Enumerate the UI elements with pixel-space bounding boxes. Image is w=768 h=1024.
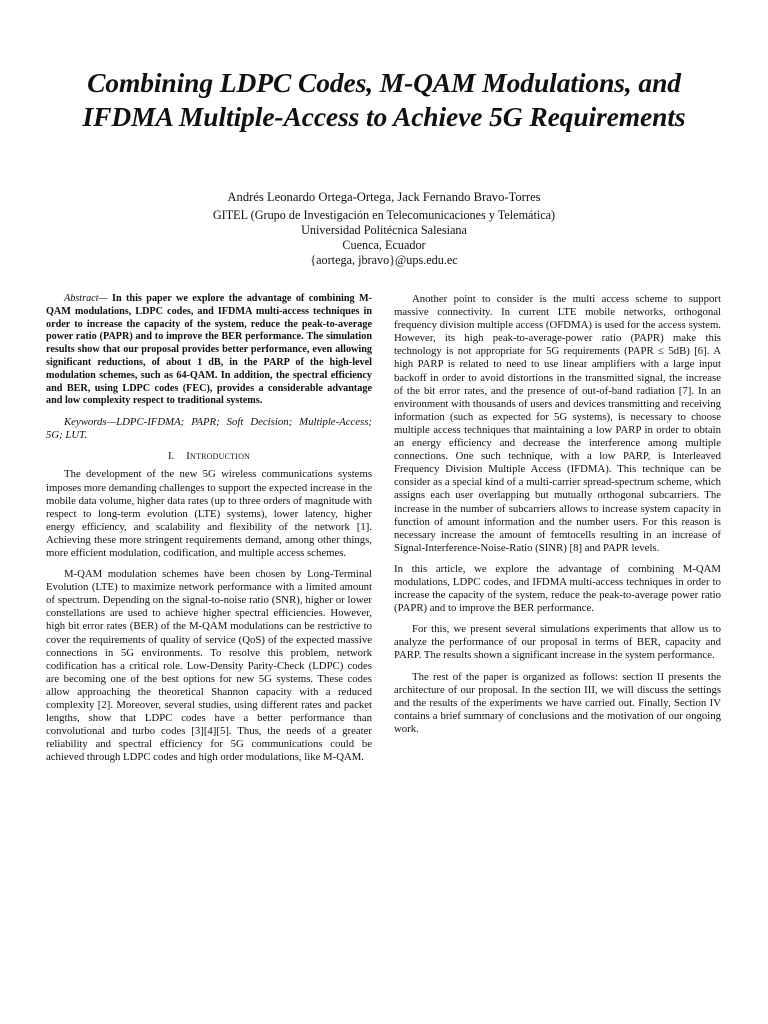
- section-title: Introduction: [186, 450, 251, 463]
- intro-paragraph-3: Another point to consider is the multi access scheme to support massive connectivity. In current LTE mobile networks, orthogonal frequency division multiple access (OFDMA) is used for the access system. However, its high peak-to-average-power ratio (PAPR) make this technology is not appropriate for 5G requirements (PAPR ≤ 5dB) [6]. A high PARP is related to need to use linear amplifiers with a large input backoff in order to avoid distortions in the transmitted signal, the increase of the bit error rates, and the presence of out-of-band radiation [7]. In an environment with thousands of users and devices transmitting and receiving information (such as expected for 5G systems), is necessary to choose multiple access techniques that maintaining a low PARP in order to obtain an energy efficiency and decrease the interference among multiple connections. One such technique, with a low PARP, is Interleaved Frequency Division Multiple Access (IFDMA). This technique can be consider as a special kind of a multi-carrier spread-spectrum scheme, which assigns each user overlapping but mutually orthogonal subcarriers. The increase in the number of subcarriers allows to increase system capacity in function of amount information and the number users. For this reason is necessary increase the amount of femtocells resulting in an increase of Signal-Interference-Noise-Ratio (SINR) [8] and PAPR levels.: [394, 293, 721, 554]
- abstract: [46, 293, 372, 408]
- paper-title: Combining LDPC Codes, M-QAM Modulations, and IFDMA Multiple-Access to Achieve 5G Requirements: [82, 67, 686, 132]
- left-column: [46, 293, 372, 765]
- intro-paragraph-6: The rest of the paper is organized as follows: section II presents the architecture of our proposal. In the section III, we will discuss the settings and the results of the experiments we have carried out. Finally, Section IV contains a brief summary of conclusions and the motivation of our ongoing work.: [394, 670, 721, 735]
- intro-paragraph-1: The development of the new 5G wireless communications systems imposes more demanding challenges to support the expected increase in the mobile data volume, higher data rates (up to three orders of magnitude with respect to long-term evolution (LTE) systems), lower latency, higher energy efficiency, and scalability and flexibility of the network [1]. Achieving these more stringent requirements demand, among other things, more efficient modulation, codification, and multiple access schemes.: [46, 468, 372, 560]
- intro-paragraph-4: In this article, we explore the advantage of combining M-QAM modulations, LDPC codes, and IFDMA multi-access techniques in order to increase the capacity of the system, reduce the peak-to-average power ratio (PAPR) and to improve the BER performance.: [394, 562, 721, 615]
- section-heading-introduction: [46, 450, 372, 463]
- keywords: Keywords—LDPC-IFDMA; PAPR; Soft Decision; Multiple-Access; 5G; LUT.: [46, 416, 372, 442]
- affiliation-group: GITEL (Grupo de Investigación en Telecomunicaciones y Telemática): [212, 208, 556, 222]
- section-number: I.: [167, 450, 175, 463]
- author-block: [40, 190, 728, 268]
- abstract-text: In this paper we explore the advantage of combining M-QAM modulations, LDPC codes, and IFDMA multi-access techniques in order to increase the capacity of the system, reduce the peak-to-average power ratio (PAPR) and to improve the BER performance. The simulation results show that our proposal provides better performance, even allowing significant reductions, of about 1 dB, in the PARP of the high-level modulation schemes, such as 64-QAM. In addition, the spectral efficiency and BER, using LDPC codes (FEC), provides a considerable advantage and low complexity respect to traditional systems.: [46, 293, 372, 407]
- intro-paragraph-5: For this, we present several simulations experiments that allow us to analyze the performance of our proposal in terms of BER, capacity and PARP. The results shown a significant increase in the system performance.: [394, 623, 721, 662]
- intro-paragraph-2: M-QAM modulation schemes have been chosen by Long-Terminal Evolution (LTE) to maximize network performance with a limited amount of spectrum. Depending on the signal-to-noise ratio (SNR), higher or lower constellations are used to achieve higher spectral efficiencies. However, high bit error rates (BER) of the M-QAM modulations can be restrictive to cover the requirements of quality of service (QoS) of the expected massive connections in 5G environments. To resolve this problem, network codification has a critical role. Low-Density Parity-Check (LDPC) codes are becoming one of the best options for new 5G systems. These codes allow approaching the theoretical Shannon capacity with a reduced complexity [2]. Moreover, several studies, using different rates and packet lengths, show that LDPC codes have a better performance than convolutional and turbo codes [3][4][5]. Thus, the needs of a greater reliability and spectral efficiency for 5G communications could be achieved through LDPC codes and high order modulations, like M-QAM.: [46, 568, 372, 764]
- affiliation-university: Universidad Politécnica Salesiana: [301, 223, 467, 237]
- affiliation-city: Cuenca, Ecuador: [342, 238, 426, 252]
- right-column: [394, 293, 721, 736]
- author-email: {aortega, jbravo}@ups.edu.ec: [310, 253, 458, 267]
- author-names: Andrés Leonardo Ortega-Ortega, Jack Fernando Bravo-Torres: [227, 190, 541, 204]
- abstract-label: Abstract—: [64, 293, 108, 304]
